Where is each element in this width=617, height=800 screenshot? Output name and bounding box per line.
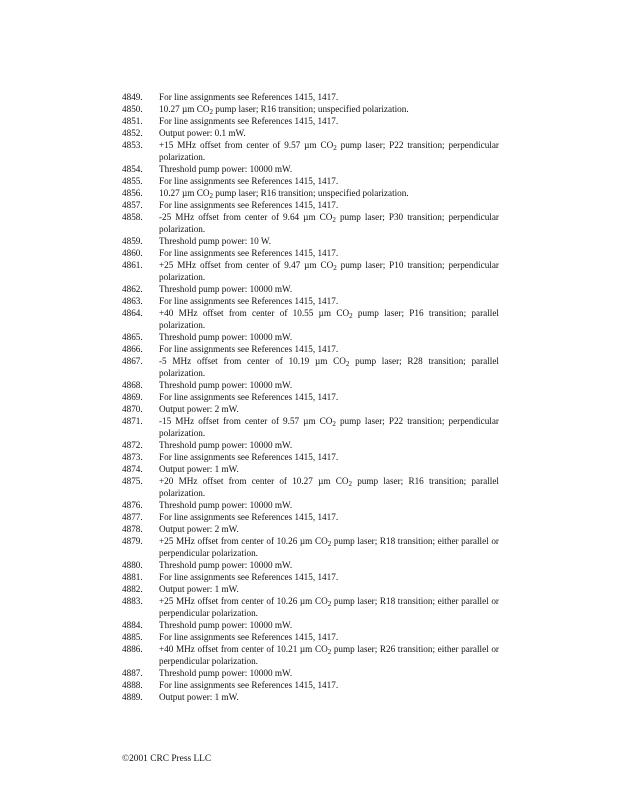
note-item	[122, 211, 499, 235]
note-number: 4872.	[122, 440, 143, 450]
copyright-footer: ©2001 CRC Press LLC	[122, 754, 212, 764]
note-item	[122, 463, 499, 475]
note-text: Threshold pump power: 10000 mW.	[159, 560, 293, 570]
note-number: 4859.	[122, 236, 143, 246]
note-text-rest: pump laser; R16 transition; parallel polarization.	[159, 476, 499, 498]
note-number: 4885.	[122, 632, 143, 642]
note-number: 4852.	[122, 128, 143, 138]
note-item	[122, 259, 499, 283]
note-text: Threshold pump power: 10000 mW.	[159, 380, 293, 390]
note-text-main: +25 MHz offset from center of 10.26 µm CO	[159, 596, 328, 606]
note-text: For line assignments see References 1415, 1417.	[159, 296, 339, 306]
note-item	[122, 415, 499, 439]
note-item	[122, 499, 499, 511]
note-number: 4878.	[122, 524, 143, 534]
note-text: For line assignments see References 1415, 1417.	[159, 92, 339, 102]
subscript: 2	[209, 192, 213, 200]
note-item	[122, 643, 499, 667]
note-number: 4861.	[122, 260, 143, 270]
subscript: 2	[333, 264, 337, 272]
note-text: For line assignments see References 1415, 1417.	[159, 572, 339, 582]
note-number: 4887.	[122, 668, 143, 678]
note-number: 4854.	[122, 164, 143, 174]
note-item	[122, 187, 499, 199]
note-number: 4875.	[122, 476, 143, 486]
note-text	[159, 211, 499, 235]
note-number: 4877.	[122, 512, 143, 522]
note-text: For line assignments see References 1415, 1417.	[159, 392, 339, 402]
note-item	[122, 139, 499, 163]
note-text: Output power: 2 mW.	[159, 404, 239, 414]
subscript: 2	[327, 648, 332, 656]
note-item	[122, 667, 499, 679]
subscript: 2	[349, 312, 353, 320]
note-number: 4880.	[122, 560, 143, 570]
subscript: 2	[327, 600, 332, 608]
note-text	[159, 415, 499, 439]
note-item	[122, 379, 499, 391]
note-text: Threshold pump power: 10000 mW.	[159, 164, 293, 174]
note-text	[159, 535, 499, 559]
note-number: 4855.	[122, 176, 143, 186]
notes-list	[122, 91, 499, 703]
note-text: Output power: 1 mW.	[159, 584, 239, 594]
note-text	[159, 139, 499, 163]
note-item	[122, 247, 499, 259]
note-text-main: +40 MHz offset from center of 10.21 µm CO	[159, 644, 328, 654]
note-text: Output power: 2 mW.	[159, 524, 239, 534]
note-number: 4850.	[122, 104, 143, 114]
note-text	[159, 595, 499, 619]
note-text: Output power: 1 mW.	[159, 464, 239, 474]
note-text: For line assignments see References 1415, 1417.	[159, 512, 339, 522]
subscript: 2	[348, 480, 352, 488]
note-text	[159, 643, 499, 667]
note-item	[122, 175, 499, 187]
note-item	[122, 619, 499, 631]
note-item	[122, 391, 499, 403]
note-item	[122, 343, 499, 355]
note-number: 4862.	[122, 284, 143, 294]
subscript: 2	[332, 216, 336, 224]
note-text: For line assignments see References 1415, 1417.	[159, 632, 339, 642]
note-number: 4858.	[122, 212, 143, 222]
note-text: For line assignments see References 1415, 1417.	[159, 116, 339, 126]
note-text-main: -15 MHz offset from center of 9.57 µm CO	[159, 416, 333, 426]
note-item	[122, 355, 499, 379]
note-number: 4860.	[122, 248, 143, 258]
note-number: 4889.	[122, 692, 143, 702]
note-number: 4886.	[122, 644, 143, 654]
note-text: For line assignments see References 1415, 1417.	[159, 344, 339, 354]
note-text: Threshold pump power: 10000 mW.	[159, 284, 293, 294]
note-text-main: 10.27 µm CO	[159, 188, 210, 198]
note-number: 4851.	[122, 116, 143, 126]
note-item	[122, 571, 499, 583]
note-number: 4865.	[122, 332, 143, 342]
note-text	[159, 307, 499, 331]
note-item	[122, 331, 499, 343]
note-item	[122, 115, 499, 127]
note-number: 4873.	[122, 452, 143, 462]
note-text: Threshold pump power: 10000 mW.	[159, 332, 293, 342]
note-number: 4857.	[122, 200, 143, 210]
note-item	[122, 163, 499, 175]
note-number: 4868.	[122, 380, 143, 390]
note-text-main: 10.27 µm CO	[159, 104, 210, 114]
note-item	[122, 103, 499, 115]
note-number: 4871.	[122, 416, 143, 426]
subscript: 2	[209, 108, 213, 116]
note-text-main: +15 MHz offset from center of 9.57 µm CO	[159, 140, 334, 150]
note-text-main: +25 MHz offset from center of 9.47 µm CO	[159, 260, 334, 270]
note-text-rest: pump laser; P22 transition; perpendicular polarization.	[159, 416, 499, 438]
note-number: 4863.	[122, 296, 143, 306]
note-number: 4879.	[122, 536, 143, 546]
note-number: 4883.	[122, 596, 143, 606]
note-text	[159, 103, 499, 115]
note-item	[122, 691, 499, 703]
note-item	[122, 283, 499, 295]
note-item	[122, 631, 499, 643]
note-item	[122, 523, 499, 535]
note-item	[122, 451, 499, 463]
note-item	[122, 583, 499, 595]
note-item	[122, 235, 499, 247]
note-item	[122, 679, 499, 691]
subscript: 2	[332, 420, 336, 428]
note-item	[122, 91, 499, 103]
note-text: Output power: 0.1 mW.	[159, 128, 246, 138]
note-number: 4876.	[122, 500, 143, 510]
note-text	[159, 187, 499, 199]
note-text-main: +40 MHz offset from center of 10.55 µm CO	[159, 308, 350, 318]
subscript: 2	[345, 360, 350, 368]
note-item	[122, 511, 499, 523]
note-text: Output power: 1 mW.	[159, 692, 239, 702]
note-number: 4881.	[122, 572, 143, 582]
note-text-rest: pump laser; R18 transition; either parallel or perpendicular polarization.	[159, 536, 499, 558]
note-number: 4864.	[122, 308, 143, 318]
note-item	[122, 595, 499, 619]
note-text: Threshold pump power: 10 W.	[159, 236, 272, 246]
note-number: 4849.	[122, 92, 143, 102]
note-text: Threshold pump power: 10000 mW.	[159, 440, 293, 450]
note-item	[122, 559, 499, 571]
note-number: 4874.	[122, 464, 143, 474]
note-text-rest: pump laser; R28 transition; parallel polarization.	[159, 356, 499, 378]
note-text-main: +25 MHz offset from center of 10.26 µm CO	[159, 536, 328, 546]
note-text-rest: pump laser; P22 transition; perpendicular polarization.	[159, 140, 499, 162]
note-text: For line assignments see References 1415, 1417.	[159, 248, 339, 258]
note-text: For line assignments see References 1415, 1417.	[159, 680, 339, 690]
note-number: 4856.	[122, 188, 143, 198]
note-text	[159, 355, 499, 379]
note-text-main: +20 MHz offset from center of 10.27 µm CO	[159, 476, 349, 486]
note-item	[122, 199, 499, 211]
note-text: For line assignments see References 1415, 1417.	[159, 452, 339, 462]
note-number: 4884.	[122, 620, 143, 630]
note-text-main: -5 MHz offset from center of 10.19 µm CO	[159, 356, 346, 366]
note-text	[159, 259, 499, 283]
note-item	[122, 439, 499, 451]
note-item	[122, 403, 499, 415]
note-number: 4882.	[122, 584, 143, 594]
subscript: 2	[327, 540, 332, 548]
note-text: For line assignments see References 1415, 1417.	[159, 176, 339, 186]
note-number: 4869.	[122, 392, 143, 402]
note-item	[122, 307, 499, 331]
note-number: 4870.	[122, 404, 143, 414]
note-item	[122, 295, 499, 307]
subscript: 2	[333, 144, 337, 152]
note-text	[159, 475, 499, 499]
note-text-rest: pump laser; P16 transition; parallel polarization.	[159, 308, 499, 330]
note-number: 4888.	[122, 680, 143, 690]
note-text: Threshold pump power: 10000 mW.	[159, 620, 293, 630]
note-item	[122, 475, 499, 499]
note-text-rest: pump laser; R26 transition; either parallel or perpendicular polarization.	[159, 644, 499, 666]
note-text-rest: pump laser; R18 transition; either parallel or perpendicular polarization.	[159, 596, 499, 618]
note-text-rest: pump laser; P10 transition; perpendicular polarization.	[159, 260, 499, 282]
note-text: Threshold pump power: 10000 mW.	[159, 500, 293, 510]
note-text-rest: pump laser; R16 transition; unspecified polarization.	[212, 104, 409, 114]
note-item	[122, 535, 499, 559]
note-text-main: -25 MHz offset from center of 9.64 µm CO	[159, 212, 333, 222]
note-number: 4866.	[122, 344, 143, 354]
note-number: 4853.	[122, 140, 143, 150]
note-number: 4867.	[122, 356, 143, 366]
note-text-rest: pump laser; P30 transition; perpendicular polarization.	[159, 212, 499, 234]
note-text: For line assignments see References 1415, 1417.	[159, 200, 339, 210]
note-text-rest: pump laser; R16 transition; unspecified polarization.	[212, 188, 409, 198]
note-text: Threshold pump power: 10000 mW.	[159, 668, 293, 678]
note-item	[122, 127, 499, 139]
